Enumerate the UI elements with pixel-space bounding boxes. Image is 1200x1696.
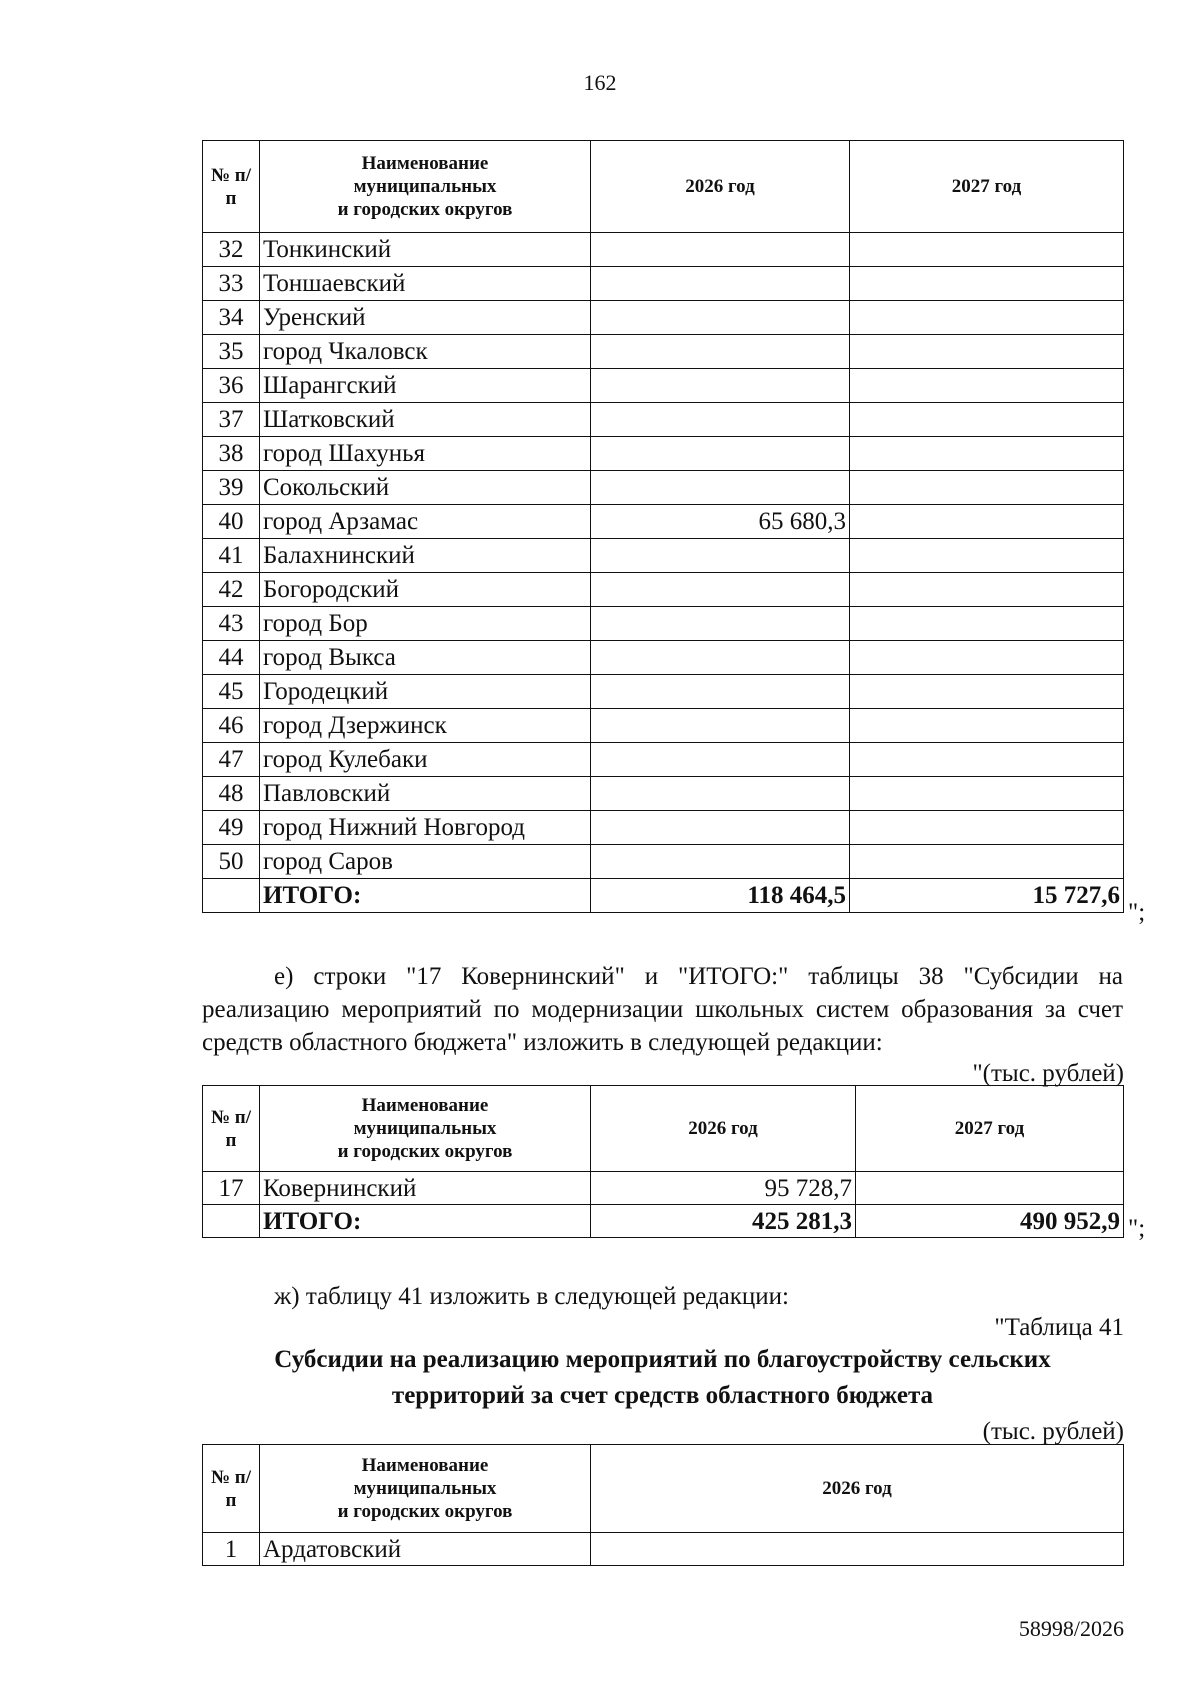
row-number: 32 (203, 233, 260, 267)
value-2026 (591, 675, 850, 709)
row-number: 46 (203, 709, 260, 743)
value-2026 (591, 539, 850, 573)
district-name: город Дзержинск (260, 709, 591, 743)
value-2027 (850, 573, 1124, 607)
table-row (203, 437, 1124, 471)
row-number: 49 (203, 811, 260, 845)
value-2026 (591, 777, 850, 811)
district-name: Тонкинский (260, 233, 591, 267)
col-header-2026: 2026 год (591, 141, 850, 233)
col-header-name-line1: Наименование (361, 153, 489, 174)
value-2026 (591, 709, 850, 743)
total-num-empty (203, 879, 260, 913)
value-2027 (850, 709, 1124, 743)
value-2026: 95 728,7 (591, 1172, 856, 1205)
value-2027 (850, 403, 1124, 437)
district-name: город Чкаловск (260, 335, 591, 369)
closing-quote: "; (1128, 899, 1146, 926)
table-row (203, 1172, 1124, 1205)
col-header-name-line3: и городских округов (337, 199, 513, 220)
value-2027 (850, 675, 1124, 709)
value-2027 (850, 233, 1124, 267)
district-name: город Арзамас (260, 505, 591, 539)
col-header-name-line1: Наименование (361, 1455, 489, 1476)
value-2026 (591, 743, 850, 777)
col-header-num: № п/п (203, 141, 260, 233)
table-41-label: "Таблица 41 (994, 1314, 1124, 1341)
district-name: Уренский (260, 301, 591, 335)
district-name: Павловский (260, 777, 591, 811)
row-number: 42 (203, 573, 260, 607)
row-number: 1 (203, 1533, 260, 1566)
total-num-empty (203, 1205, 260, 1238)
table-row (203, 1533, 1124, 1566)
row-number: 35 (203, 335, 260, 369)
page-number: 162 (583, 70, 617, 95)
row-number: 47 (203, 743, 260, 777)
table-row (203, 403, 1124, 437)
row-number: 48 (203, 777, 260, 811)
value-2027 (850, 777, 1124, 811)
row-number: 38 (203, 437, 260, 471)
district-name: Шатковский (260, 403, 591, 437)
unit-label-41: (тыс. рублей) (982, 1418, 1124, 1445)
district-name: город Саров (260, 845, 591, 879)
district-name: Шарангский (260, 369, 591, 403)
table-row (203, 743, 1124, 777)
unit-label: "(тыс. рублей) (972, 1060, 1124, 1087)
value-2027 (850, 845, 1124, 879)
district-name: город Бор (260, 607, 591, 641)
value-2027 (850, 471, 1124, 505)
col-header-name-line3: и городских округов (337, 1501, 513, 1522)
district-name: Богородский (260, 573, 591, 607)
value-2027 (850, 335, 1124, 369)
row-number: 43 (203, 607, 260, 641)
value-2026 (591, 369, 850, 403)
col-header-2026: 2026 год (591, 1445, 1124, 1533)
col-header-name (260, 141, 591, 233)
total-2026: 425 281,3 (591, 1205, 856, 1238)
table-row (203, 709, 1124, 743)
district-name: Тоншаевский (260, 267, 591, 301)
value-2027 (850, 607, 1124, 641)
subsidy-table-38-excerpt (202, 1085, 1124, 1238)
table-row (203, 505, 1124, 539)
value-2026 (591, 1533, 1124, 1566)
total-row (203, 879, 1124, 913)
value-2027 (850, 301, 1124, 335)
table-row (203, 607, 1124, 641)
table-41-title-line1: Субсидии на реализацию мероприятий по благоустройству сельских (274, 1346, 1051, 1373)
table-row (203, 811, 1124, 845)
paragraph-zh-text: ж) таблицу 41 изложить в следующей редакции: (274, 1283, 789, 1310)
table-row (203, 777, 1124, 811)
district-name: Ковернинский (260, 1172, 591, 1205)
table-41-title (202, 1342, 1123, 1414)
col-header-num: № п/п (203, 1445, 260, 1533)
table-row (203, 301, 1124, 335)
col-header-name (260, 1445, 591, 1533)
value-2026 (591, 573, 850, 607)
row-number: 34 (203, 301, 260, 335)
document-code: 58998/2026 (1018, 1616, 1124, 1641)
district-name: Сокольский (260, 471, 591, 505)
value-2027 (856, 1172, 1124, 1205)
value-2026 (591, 437, 850, 471)
value-2027 (850, 641, 1124, 675)
row-number: 44 (203, 641, 260, 675)
col-header-2027: 2027 год (850, 141, 1124, 233)
district-name: город Нижний Новгород (260, 811, 591, 845)
value-2027 (850, 437, 1124, 471)
value-2026 (591, 267, 850, 301)
total-2027: 15 727,6 (850, 879, 1124, 913)
value-2026 (591, 845, 850, 879)
value-2026 (591, 811, 850, 845)
paragraph-e-text: е) строки "17 Ковернинский" и "ИТОГО:" таблицы 38 "Субсидии на реализацию мероприятий по модернизации школьных систем образования за счет средств областного бюджета" изложить в следующей редакции: (202, 963, 1123, 1056)
value-2026: 65 680,3 (591, 505, 850, 539)
row-number: 40 (203, 505, 260, 539)
table-row (203, 369, 1124, 403)
col-header-name-line2: муниципальных (353, 176, 497, 197)
value-2026 (591, 607, 850, 641)
row-number: 36 (203, 369, 260, 403)
value-2026 (591, 301, 850, 335)
table-row (203, 845, 1124, 879)
paragraph-zh (202, 1280, 1123, 1313)
table-row (203, 471, 1124, 505)
col-header-name-line1: Наименование (361, 1095, 489, 1116)
table-row (203, 539, 1124, 573)
paragraph-e (202, 960, 1123, 1059)
row-number: 37 (203, 403, 260, 437)
table-row (203, 233, 1124, 267)
table-row (203, 267, 1124, 301)
district-name: город Выкса (260, 641, 591, 675)
value-2026 (591, 641, 850, 675)
row-number: 50 (203, 845, 260, 879)
district-name: город Шахунья (260, 437, 591, 471)
value-2027 (850, 267, 1124, 301)
value-2026 (591, 471, 850, 505)
value-2027 (850, 369, 1124, 403)
col-header-2027: 2027 год (856, 1086, 1124, 1172)
district-name: город Кулебаки (260, 743, 591, 777)
col-header-name-line2: муниципальных (353, 1478, 497, 1499)
row-number: 45 (203, 675, 260, 709)
col-header-num: № п/п (203, 1086, 260, 1172)
value-2026 (591, 233, 850, 267)
col-header-2026: 2026 год (591, 1086, 856, 1172)
col-header-name-line2: муниципальных (353, 1118, 497, 1139)
row-number: 17 (203, 1172, 260, 1205)
value-2027 (850, 505, 1124, 539)
value-2027 (850, 743, 1124, 777)
total-2026: 118 464,5 (591, 879, 850, 913)
total-label: ИТОГО: (260, 1205, 591, 1238)
table-41-title-line2: территорий за счет средств областного бюджета (391, 1382, 934, 1409)
row-number: 39 (203, 471, 260, 505)
row-number: 41 (203, 539, 260, 573)
total-label: ИТОГО: (260, 879, 591, 913)
value-2027 (850, 811, 1124, 845)
total-row (203, 1205, 1124, 1238)
value-2026 (591, 403, 850, 437)
subsidy-table-continued (202, 140, 1124, 913)
value-2026 (591, 335, 850, 369)
total-2027: 490 952,9 (856, 1205, 1124, 1238)
table-row (203, 573, 1124, 607)
col-header-name-line3: и городских округов (337, 1141, 513, 1162)
table-row (203, 641, 1124, 675)
table-row (203, 675, 1124, 709)
closing-quote: "; (1128, 1215, 1146, 1242)
col-header-name (260, 1086, 591, 1172)
subsidy-table-41 (202, 1444, 1124, 1566)
district-name: Городецкий (260, 675, 591, 709)
district-name: Балахнинский (260, 539, 591, 573)
district-name: Ардатовский (260, 1533, 591, 1566)
value-2027 (850, 539, 1124, 573)
table-row (203, 335, 1124, 369)
row-number: 33 (203, 267, 260, 301)
